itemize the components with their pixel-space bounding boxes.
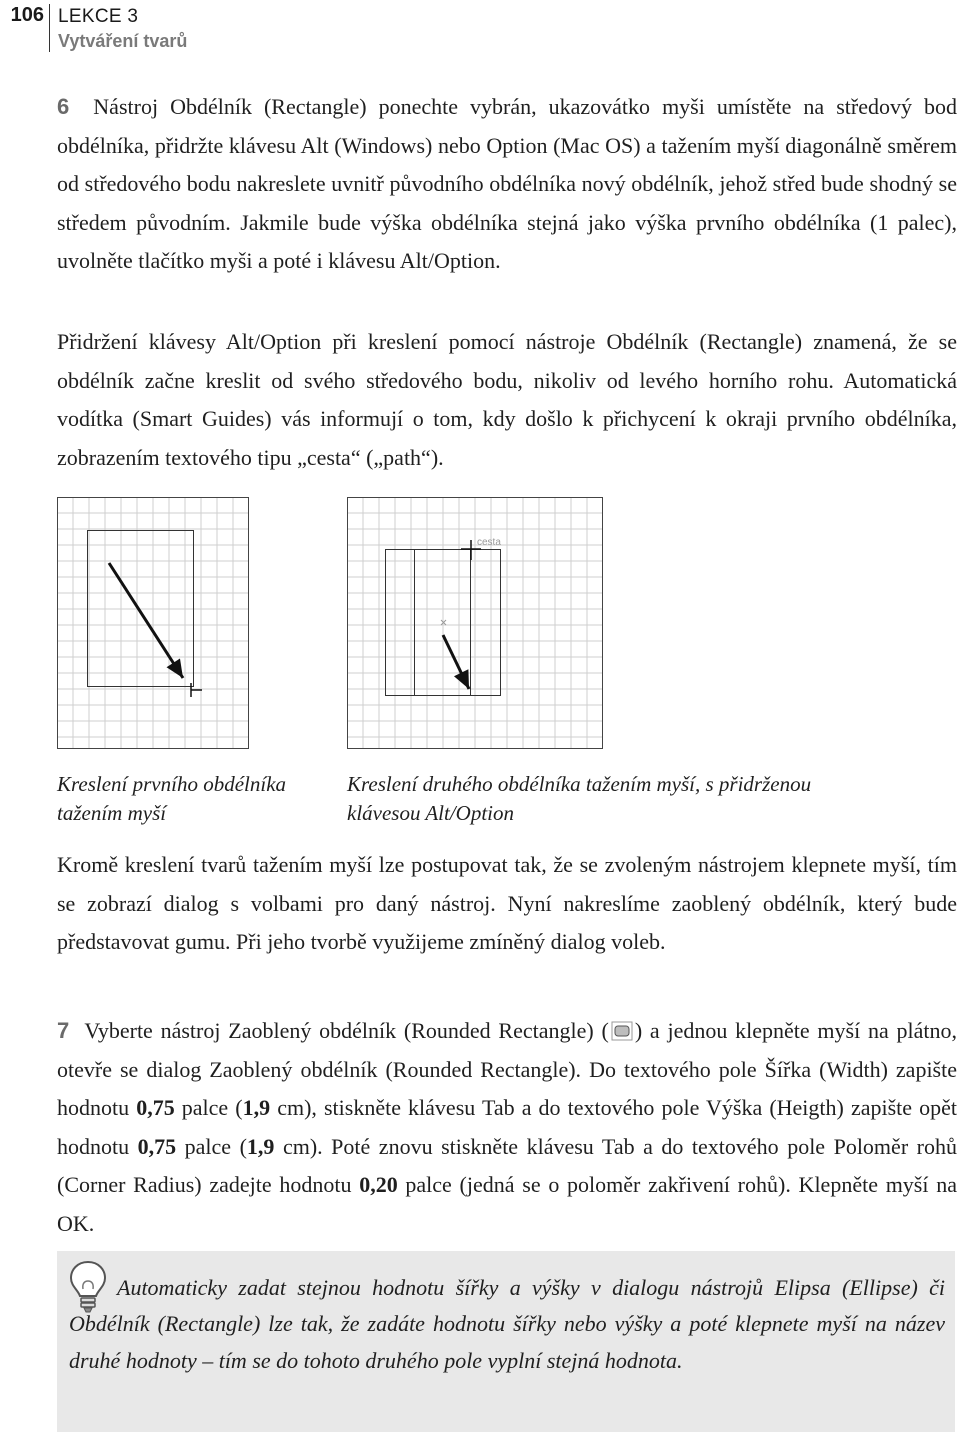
rounded-rectangle-tool-icon <box>611 1021 633 1041</box>
step-7-text-g: palce (jedná se o poloměr zakřivení rohů). Klepněte myší na OK. <box>57 1172 957 1236</box>
step-7-text-d: cm), stiskněte klávesu Tab a do textového pole Výška (Heigth) zapište opět hodnotu <box>57 1095 957 1159</box>
corner-radius-value: 0,20 <box>359 1172 398 1198</box>
step-6-paragraph <box>57 88 957 281</box>
figure-1-canvas <box>57 497 249 749</box>
step-7-text-c: palce ( <box>174 1095 243 1121</box>
chapter-title: LEKCE 3 <box>58 6 139 27</box>
figure-2-caption: Kreslení druhého obdélníka tažením myší, s přidrženou klávesou Alt/Option <box>347 772 812 825</box>
smart-guides-paragraph: Přidržení klávesy Alt/Option při kreslení pomocí nástroje Obdélník (Rectangle) znamená, že se obdélník začne kreslit od svého středového bodu, nikoliv od levého horního rohu. Automatická vodítka (Smart Guides) vás informují o tom, kdy došlo k přichycení k okraji prvního obdélníka, zobrazením textového tipu „cesta“ („path“). <box>57 329 957 470</box>
step-7-text-b: ) a jednou klepněte myší na plátno, otevře se dialog Zaoblený obdélník (Rounded Rectangle). Do textového pole Šířka (Width) zapište hodnotu <box>57 1018 957 1121</box>
figure-1-caption: Kreslení prvního obdélníka tažením myší <box>57 772 287 825</box>
figure-second-rectangle <box>347 497 603 749</box>
smart-guide-label: cesta <box>477 537 501 548</box>
step-7-number: 7 <box>57 1018 70 1043</box>
page-header <box>0 0 960 60</box>
width-inches-value: 0,75 <box>136 1095 175 1121</box>
step-7-text-e: palce ( <box>176 1133 247 1159</box>
figure-first-rectangle <box>57 497 249 749</box>
height-cm-value: 1,9 <box>246 1133 275 1159</box>
step-6-text: Nástroj Obdélník (Rectangle) ponechte vybrán, ukazovátko myši umístěte na středový bod obdélníka, přidržte klávesu Alt (Windows) nebo Option (Mac OS) a tažením myší diagonálně směrem od středového bodu nakreslete uvnitř původního obdélníka nový obdélník, jehož střed bude shodný se středem původním. Jakmile bude výška obdélníka stejná jako výška prvního obdélníka (1 palec), uvolněte tlačítko myši a poté i klávesu Alt/Option. <box>57 94 958 274</box>
figure-2-canvas <box>347 497 603 749</box>
page-number: 106 <box>10 4 44 26</box>
header-divider <box>49 4 50 52</box>
step-7-paragraph <box>57 1012 957 1244</box>
tip-box <box>57 1251 955 1432</box>
step-7-text-f: cm). Poté znovu stiskněte klávesu Tab a do textového pole Poloměr rohů (Corner Radius) zadejte hodnotu <box>57 1133 957 1198</box>
step-7-text-a: Vyberte nástroj Zaoblený obdélník (Rounded Rectangle) ( <box>84 1018 609 1043</box>
dialog-paragraph: Kromě kreslení tvarů tažením myší lze postupovat tak, že se zvoleným nástrojem klepnete myší, tím se zobrazí dialog s volbami pro daný nástroj. Nyní nakreslíme zaoblený obdélník, který bude představovat gumu. Při jeho tvorbě využijeme zmíněný dialog voleb. <box>57 852 957 955</box>
width-cm-value: 1,9 <box>242 1095 271 1121</box>
chapter-subtitle: Vytváření tvarů <box>58 31 188 51</box>
step-6-number: 6 <box>57 94 70 119</box>
tip-text: Automaticky zadat stejnou hodnotu šířky a výšky v dialogu nástrojů Elipsa (Ellipse) či Obdélník (Rectangle) lze tak, že zadáte hodnotu šířky nebo výšky a poté klepnete myší na název druhé hodnoty – tím se do tohoto druhého pole vyplní stejná hodnota. <box>69 1275 945 1373</box>
height-inches-value: 0,75 <box>137 1133 177 1159</box>
